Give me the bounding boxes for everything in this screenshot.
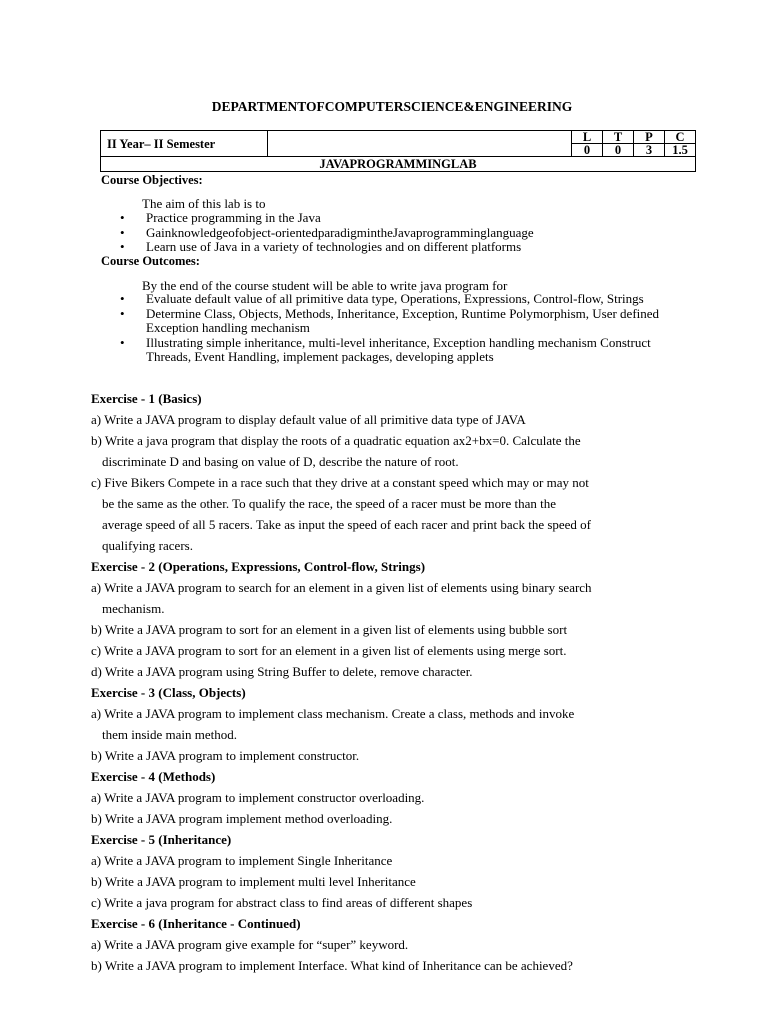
- exercise-line: b) Write a JAVA program to sort for an element in a given list of elements using bubble sort: [91, 622, 568, 637]
- ltpc-label-c: C: [665, 131, 696, 144]
- bullet-icon: •: [120, 305, 125, 321]
- exercise-line: a) Write a JAVA program to implement constructor overloading.: [91, 790, 425, 805]
- objectives-list: [120, 211, 680, 255]
- lab-title: JAVAPROGRAMMINGLAB: [101, 157, 696, 172]
- ltpc-value-l: 0: [572, 144, 603, 157]
- exercise-line: c) Write a java program for abstract class to find areas of different shapes: [91, 895, 473, 910]
- objectives-intro: The aim of this lab is to: [142, 196, 266, 211]
- exercise-heading: Exercise - 4 (Methods): [91, 769, 216, 784]
- list-item: • Evaluate default value of all primitive data type, Operations, Expressions, Control-flow, Strings: [120, 291, 644, 306]
- ltpc-label-l: L: [572, 131, 603, 144]
- list-item: • Illustrating simple inheritance, multi-level inheritance, Exception handling mechanism Construct Threads, Event Handling, implement packages, developing applets: [120, 334, 651, 364]
- header-blank-cell: [268, 131, 572, 157]
- ltpc-label-p: P: [634, 131, 665, 144]
- exercise-line: be the same as the other. To qualify the race, the speed of a racer must be more than the: [102, 496, 557, 511]
- exercise-line: a) Write a JAVA program give example for “super” keyword.: [91, 937, 409, 952]
- exercises-section: [91, 388, 691, 976]
- year-semester: II Year– II Semester: [101, 131, 268, 157]
- exercise-line: b) Write a JAVA program to implement constructor.: [91, 748, 360, 763]
- exercise-line: a) Write a JAVA program to implement class mechanism. Create a class, methods and invoke: [91, 706, 575, 721]
- bullet-icon: •: [120, 224, 125, 240]
- bullet-icon: •: [120, 334, 125, 350]
- list-item: • Determine Class, Objects, Methods, Inheritance, Exception, Runtime Polymorphism, User defined Exception handling mechanism: [120, 305, 660, 335]
- exercise-line: d) Write a JAVA program using String Buffer to delete, remove character.: [91, 664, 473, 679]
- outcomes-heading: Course Outcomes:: [101, 254, 200, 268]
- exercise-line: b) Write a java program that display the roots of a quadratic equation ax2+bx=0. Calculate the: [91, 433, 581, 448]
- exercise-line: average speed of all 5 racers. Take as input the speed of each racer and print back the speed of: [102, 517, 592, 532]
- list-item: • Learn use of Java in a variety of technologies and on different platforms: [120, 239, 522, 254]
- bullet-icon: •: [120, 239, 125, 254]
- exercise-line: discriminate D and basing on value of D, describe the nature of root.: [102, 454, 459, 469]
- exercise-line: a) Write a JAVA program to display default value of all primitive data type of JAVA: [91, 412, 526, 427]
- exercise-line: b) Write a JAVA program to implement multi level Inheritance: [91, 874, 416, 889]
- ltpc-value-t: 0: [603, 144, 634, 157]
- exercise-line: b) Write a JAVA program implement method overloading.: [91, 811, 393, 826]
- exercise-line: c) Write a JAVA program to sort for an element in a given list of elements using merge sort.: [91, 643, 567, 658]
- objectives-heading: Course Objectives:: [101, 173, 203, 187]
- exercise-heading: Exercise - 5 (Inheritance): [91, 832, 232, 847]
- ltpc-label-t: T: [603, 131, 634, 144]
- exercise-heading: Exercise - 1 (Basics): [91, 391, 202, 406]
- exercise-line: c) Five Bikers Compete in a race such that they drive at a constant speed which may or may not: [91, 475, 589, 490]
- course-header-table: [100, 130, 696, 172]
- outcomes-list: [120, 292, 670, 365]
- bullet-icon: •: [120, 291, 125, 306]
- ltpc-value-c: 1.5: [665, 144, 696, 157]
- outcomes-intro: By the end of the course student will be able to write java program for: [142, 278, 508, 293]
- exercise-heading: Exercise - 2 (Operations, Expressions, Control-flow, Strings): [91, 559, 426, 574]
- exercise-line: a) Write a JAVA program to implement Single Inheritance: [91, 853, 393, 868]
- list-item: • Gainknowledgeofobject-orientedparadigmintheJavaprogramminglanguage: [120, 224, 534, 240]
- ltpc-value-p: 3: [634, 144, 665, 157]
- exercise-line: them inside main method.: [102, 727, 238, 742]
- department-title: DEPARTMENTOFCOMPUTERSCIENCE&ENGINEERING: [211, 99, 573, 114]
- list-item: • Practice programming in the Java: [120, 210, 321, 225]
- exercise-heading: Exercise - 6 (Inheritance - Continued): [91, 916, 301, 931]
- exercise-heading: Exercise - 3 (Class, Objects): [91, 685, 246, 700]
- exercise-line: b) Write a JAVA program to implement Interface. What kind of Inheritance can be achieved?: [91, 958, 573, 973]
- bullet-icon: •: [120, 210, 125, 225]
- exercise-line: qualifying racers.: [102, 538, 193, 553]
- exercise-line: a) Write a JAVA program to search for an element in a given list of elements using binary search: [91, 580, 592, 595]
- exercise-line: mechanism.: [102, 601, 165, 616]
